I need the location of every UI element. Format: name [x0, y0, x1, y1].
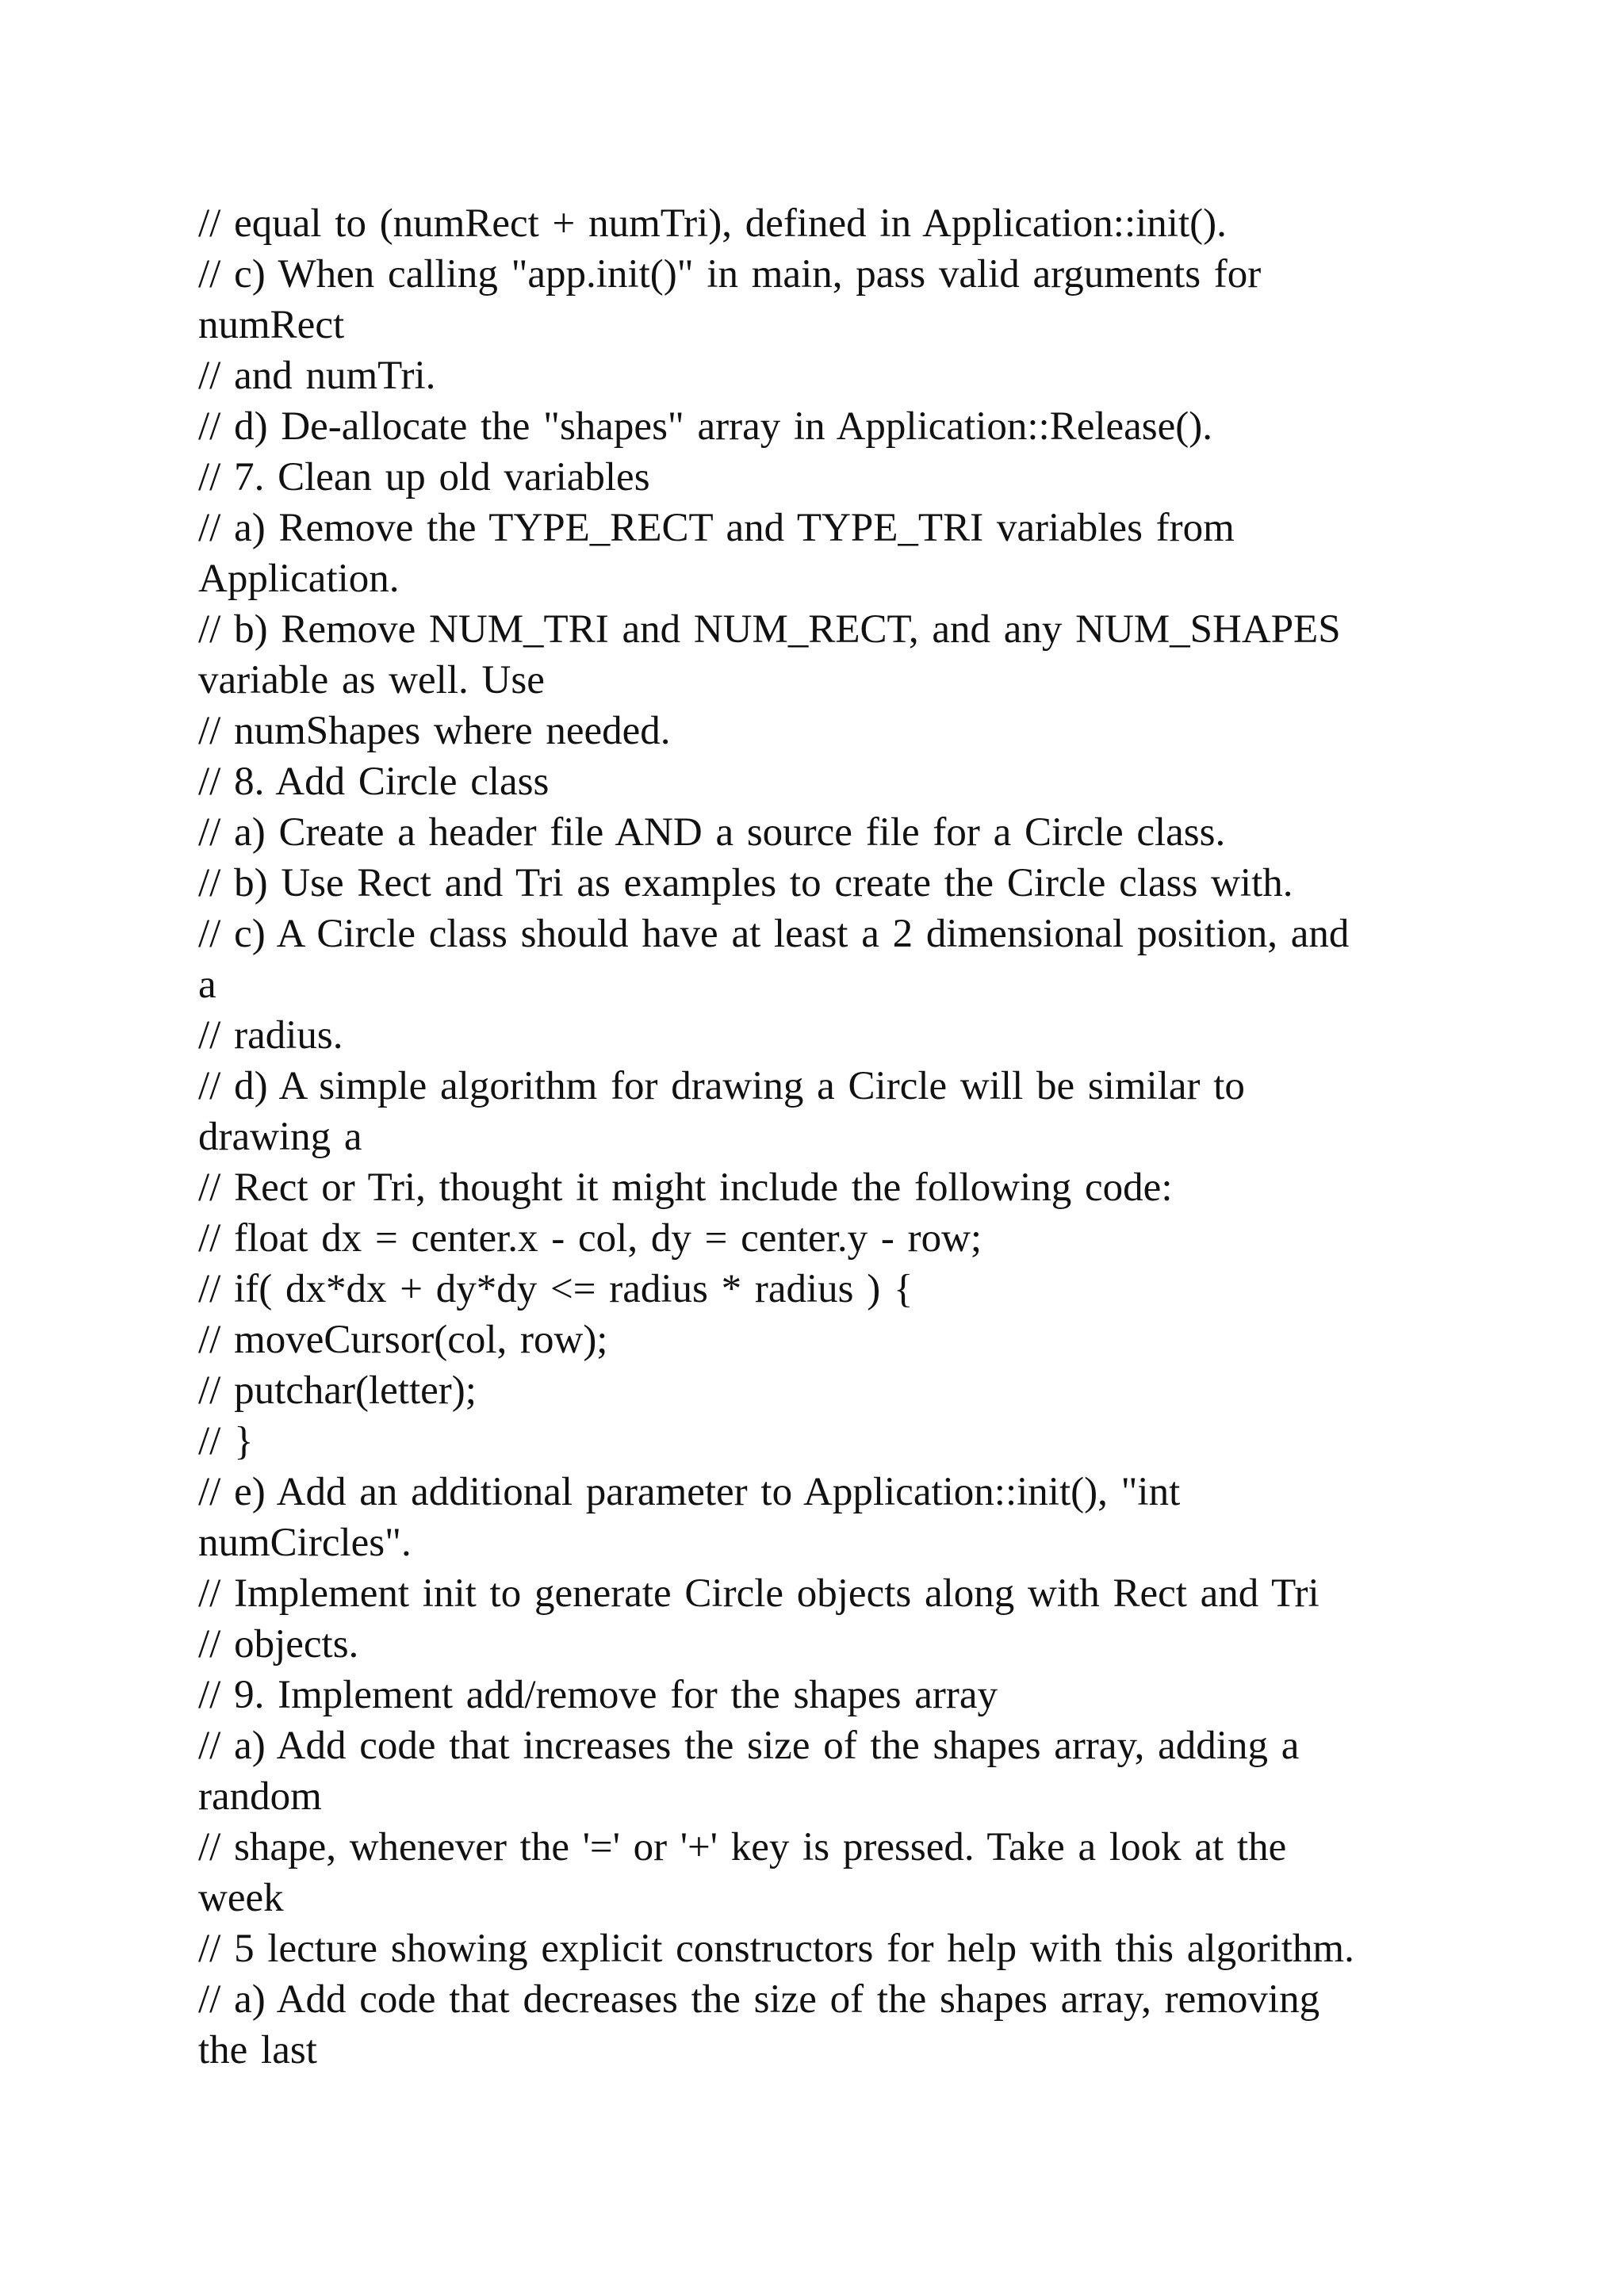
text-line: Application.	[198, 557, 400, 601]
text-line: drawing a	[198, 1115, 362, 1159]
text-line: // a) Create a header file AND a source file for a Circle class.	[198, 810, 1226, 855]
text-line: // a) Add code that decreases the size of the shapes array, removing	[198, 1977, 1320, 2022]
text-line: // c) When calling "app.init()" in main, pass valid arguments for	[198, 252, 1262, 297]
text-line: // c) A Circle class should have at least a 2 dimensional position, and	[198, 912, 1350, 956]
text-line: // Rect or Tri, thought it might include the following code:	[198, 1165, 1173, 1210]
text-line: // moveCursor(col, row);	[198, 1318, 608, 1362]
text-line: // 5 lecture showing explicit constructors for help with this algorithm.	[198, 1927, 1354, 1971]
text-line: // objects.	[198, 1622, 359, 1667]
text-line: // b) Remove NUM_TRI and NUM_RECT, and any NUM_SHAPES	[198, 607, 1341, 652]
text-line: // d) A simple algorithm for drawing a Circle will be similar to	[198, 1064, 1245, 1108]
text-line: // Implement init to generate Circle objects along with Rect and Tri	[198, 1571, 1320, 1616]
text-line: // a) Add code that increases the size of the shapes array, adding a	[198, 1724, 1300, 1768]
text-line: numRect	[198, 303, 345, 347]
text-line: variable as well. Use	[198, 658, 545, 702]
text-line: // equal to (numRect + numTri), defined in Application::init().	[198, 201, 1227, 246]
text-line: // and numTri.	[198, 354, 436, 398]
text-line: // }	[198, 1419, 254, 1464]
text-line: // shape, whenever the '=' or '+' key is pressed. Take a look at the	[198, 1825, 1287, 1869]
text-line: // radius.	[198, 1013, 343, 1058]
text-line: // e) Add an additional parameter to Application::init(), "int	[198, 1470, 1181, 1514]
text-line: // if( dx*dx + dy*dy <= radius * radius ) {	[198, 1267, 914, 1311]
text-line: numCircles".	[198, 1521, 412, 1565]
text-line: // numShapes where needed.	[198, 709, 671, 753]
text-line: // putchar(letter);	[198, 1368, 477, 1413]
text-line: // d) De-allocate the "shapes" array in Application::Release().	[198, 404, 1212, 449]
text-line: // a) Remove the TYPE_RECT and TYPE_TRI variables from	[198, 506, 1235, 550]
text-line: // float dx = center.x - col, dy = center.y - row;	[198, 1216, 982, 1261]
text-line: // b) Use Rect and Tri as examples to create the Circle class with.	[198, 861, 1293, 905]
text-line: // 8. Add Circle class	[198, 760, 550, 804]
text-line: // 9. Implement add/remove for the shapes array	[198, 1673, 998, 1717]
text-line: random	[198, 1774, 322, 1819]
text-line: a	[198, 962, 216, 1007]
text-line: week	[198, 1876, 284, 1920]
text-line: // 7. Clean up old variables	[198, 455, 650, 499]
text-line: the last	[198, 2028, 317, 2072]
document-body	[198, 198, 1435, 2076]
